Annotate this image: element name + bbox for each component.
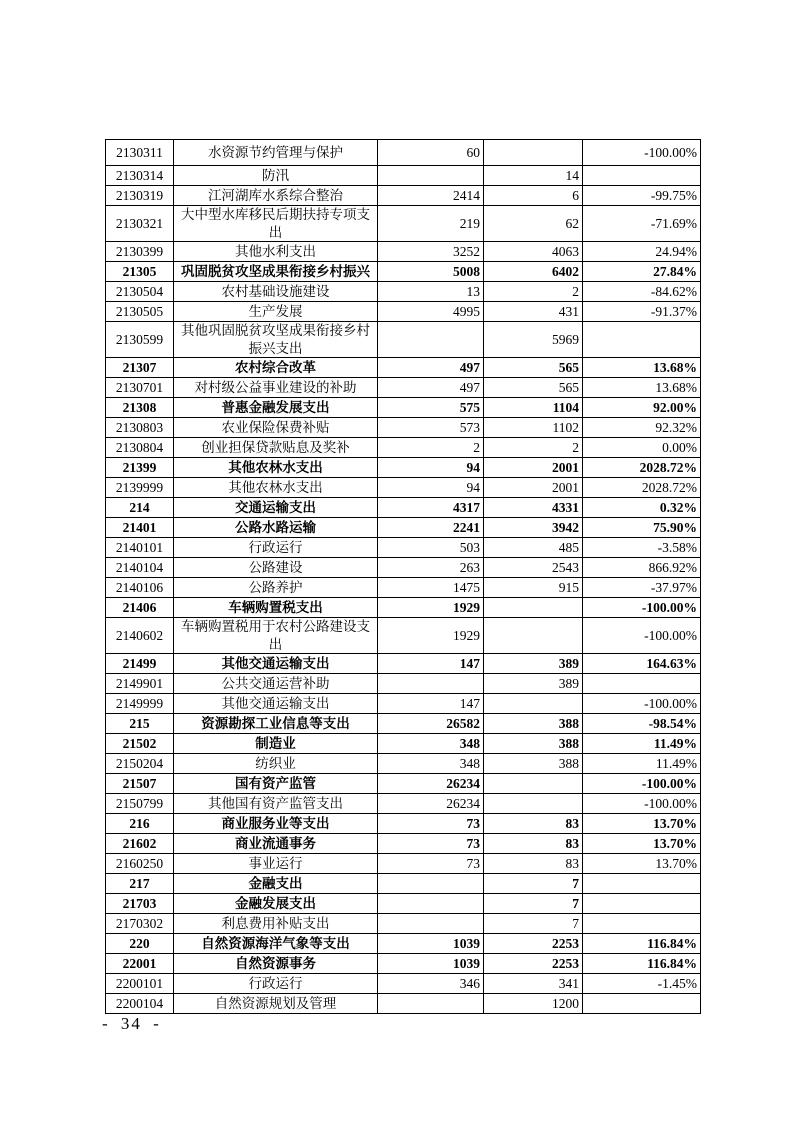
cell-name: 巩固脱贫攻坚成果衔接乡村振兴	[174, 262, 378, 282]
cell-curr-amount: 3942	[484, 518, 583, 538]
cell-name: 公路养护	[174, 578, 378, 598]
table-row	[106, 934, 701, 954]
cell-code: 21406	[106, 598, 174, 618]
cell-name: 防汛	[174, 166, 378, 186]
cell-name: 农业保险保费补贴	[174, 418, 378, 438]
table-row	[106, 398, 701, 418]
cell-name: 江河湖库水系综合整治	[174, 186, 378, 206]
cell-curr-amount: 2001	[484, 458, 583, 478]
cell-code: 2130399	[106, 242, 174, 262]
cell-change-pct	[583, 322, 701, 358]
cell-name: 金融发展支出	[174, 894, 378, 914]
cell-code: 21507	[106, 774, 174, 794]
cell-change-pct: -71.69%	[583, 206, 701, 242]
cell-prev-amount: 219	[378, 206, 484, 242]
page-number: - 34 -	[102, 1014, 161, 1033]
table-row	[106, 694, 701, 714]
cell-change-pct: -100.00%	[583, 140, 701, 166]
cell-curr-amount: 1200	[484, 994, 583, 1014]
cell-code: 2130505	[106, 302, 174, 322]
table-row	[106, 814, 701, 834]
cell-prev-amount: 2414	[378, 186, 484, 206]
cell-code: 220	[106, 934, 174, 954]
table-row	[106, 734, 701, 754]
cell-name: 大中型水库移民后期扶持专项支出	[174, 206, 378, 242]
cell-change-pct: 2028.72%	[583, 458, 701, 478]
cell-prev-amount: 1039	[378, 954, 484, 974]
cell-prev-amount: 73	[378, 814, 484, 834]
cell-prev-amount: 4995	[378, 302, 484, 322]
table-row	[106, 206, 701, 242]
cell-curr-amount: 7	[484, 894, 583, 914]
cell-code: 2200104	[106, 994, 174, 1014]
cell-curr-amount: 915	[484, 578, 583, 598]
cell-code: 2140101	[106, 538, 174, 558]
budget-table-body	[106, 140, 701, 1014]
cell-prev-amount: 147	[378, 694, 484, 714]
cell-prev-amount: 5008	[378, 262, 484, 282]
cell-name: 公共交通运营补助	[174, 674, 378, 694]
cell-curr-amount: 83	[484, 814, 583, 834]
cell-change-pct: -3.58%	[583, 538, 701, 558]
cell-curr-amount	[484, 618, 583, 654]
cell-code: 22001	[106, 954, 174, 974]
cell-prev-amount	[378, 874, 484, 894]
cell-name: 利息费用补贴支出	[174, 914, 378, 934]
cell-change-pct: -84.62%	[583, 282, 701, 302]
cell-change-pct: -99.75%	[583, 186, 701, 206]
cell-curr-amount	[484, 794, 583, 814]
cell-change-pct: 13.68%	[583, 378, 701, 398]
cell-code: 214	[106, 498, 174, 518]
table-row	[106, 186, 701, 206]
cell-curr-amount: 1104	[484, 398, 583, 418]
cell-name: 事业运行	[174, 854, 378, 874]
cell-curr-amount: 7	[484, 874, 583, 894]
cell-change-pct: 24.94%	[583, 242, 701, 262]
cell-change-pct	[583, 874, 701, 894]
cell-curr-amount: 1102	[484, 418, 583, 438]
cell-prev-amount: 1039	[378, 934, 484, 954]
cell-change-pct: 13.70%	[583, 814, 701, 834]
cell-curr-amount: 6	[484, 186, 583, 206]
cell-change-pct	[583, 994, 701, 1014]
cell-name: 自然资源海洋气象等支出	[174, 934, 378, 954]
table-row	[106, 598, 701, 618]
cell-change-pct: 866.92%	[583, 558, 701, 578]
cell-change-pct: 11.49%	[583, 754, 701, 774]
cell-code: 21399	[106, 458, 174, 478]
table-row	[106, 974, 701, 994]
cell-change-pct: 27.84%	[583, 262, 701, 282]
cell-code: 2130504	[106, 282, 174, 302]
cell-name: 其他农林水支出	[174, 478, 378, 498]
cell-name: 车辆购置税用于农村公路建设支出	[174, 618, 378, 654]
table-row	[106, 774, 701, 794]
cell-curr-amount: 62	[484, 206, 583, 242]
cell-change-pct: 75.90%	[583, 518, 701, 538]
table-row	[106, 914, 701, 934]
cell-code: 2139999	[106, 478, 174, 498]
table-row	[106, 558, 701, 578]
cell-change-pct: 92.00%	[583, 398, 701, 418]
cell-prev-amount: 147	[378, 654, 484, 674]
table-row	[106, 498, 701, 518]
cell-name: 农村综合改革	[174, 358, 378, 378]
cell-curr-amount: 485	[484, 538, 583, 558]
table-row	[106, 674, 701, 694]
cell-name: 普惠金融发展支出	[174, 398, 378, 418]
cell-code: 2140104	[106, 558, 174, 578]
cell-name: 其他巩固脱贫攻坚成果衔接乡村振兴支出	[174, 322, 378, 358]
cell-code: 2130804	[106, 438, 174, 458]
cell-name: 车辆购置税支出	[174, 598, 378, 618]
cell-curr-amount: 2	[484, 438, 583, 458]
table-row	[106, 854, 701, 874]
cell-name: 行政运行	[174, 974, 378, 994]
cell-curr-amount: 388	[484, 714, 583, 734]
cell-prev-amount: 94	[378, 478, 484, 498]
cell-curr-amount: 4331	[484, 498, 583, 518]
cell-change-pct: -98.54%	[583, 714, 701, 734]
cell-prev-amount: 26234	[378, 774, 484, 794]
cell-prev-amount: 348	[378, 754, 484, 774]
cell-prev-amount	[378, 914, 484, 934]
cell-code: 21305	[106, 262, 174, 282]
cell-code: 21307	[106, 358, 174, 378]
table-row	[106, 242, 701, 262]
cell-code: 21499	[106, 654, 174, 674]
cell-name: 其他国有资产监管支出	[174, 794, 378, 814]
cell-change-pct: 0.00%	[583, 438, 701, 458]
table-row	[106, 834, 701, 854]
cell-change-pct: -100.00%	[583, 694, 701, 714]
cell-code: 215	[106, 714, 174, 734]
cell-prev-amount	[378, 994, 484, 1014]
cell-curr-amount	[484, 598, 583, 618]
table-row	[106, 874, 701, 894]
cell-code: 2140602	[106, 618, 174, 654]
cell-change-pct: -100.00%	[583, 598, 701, 618]
cell-curr-amount: 83	[484, 854, 583, 874]
cell-prev-amount: 1929	[378, 618, 484, 654]
cell-code: 2130321	[106, 206, 174, 242]
cell-name: 其他农林水支出	[174, 458, 378, 478]
cell-prev-amount	[378, 894, 484, 914]
cell-name: 交通运输支出	[174, 498, 378, 518]
cell-curr-amount	[484, 774, 583, 794]
cell-prev-amount	[378, 166, 484, 186]
cell-change-pct: 164.63%	[583, 654, 701, 674]
cell-change-pct: 2028.72%	[583, 478, 701, 498]
cell-code: 2150204	[106, 754, 174, 774]
cell-code: 2149901	[106, 674, 174, 694]
cell-prev-amount: 4317	[378, 498, 484, 518]
cell-curr-amount	[484, 140, 583, 166]
cell-curr-amount: 2001	[484, 478, 583, 498]
cell-prev-amount	[378, 674, 484, 694]
cell-code: 2130701	[106, 378, 174, 398]
cell-curr-amount: 389	[484, 674, 583, 694]
cell-prev-amount: 503	[378, 538, 484, 558]
cell-change-pct: -1.45%	[583, 974, 701, 994]
cell-curr-amount: 388	[484, 734, 583, 754]
cell-change-pct: 116.84%	[583, 954, 701, 974]
table-row	[106, 302, 701, 322]
cell-prev-amount: 1929	[378, 598, 484, 618]
cell-change-pct: 11.49%	[583, 734, 701, 754]
cell-name: 纺织业	[174, 754, 378, 774]
table-row	[106, 714, 701, 734]
cell-code: 2170302	[106, 914, 174, 934]
cell-name: 国有资产监管	[174, 774, 378, 794]
table-row	[106, 418, 701, 438]
cell-prev-amount: 2	[378, 438, 484, 458]
cell-curr-amount: 341	[484, 974, 583, 994]
cell-code: 2130599	[106, 322, 174, 358]
cell-code: 2140106	[106, 578, 174, 598]
table-row	[106, 378, 701, 398]
cell-code: 217	[106, 874, 174, 894]
cell-curr-amount: 4063	[484, 242, 583, 262]
cell-name: 金融支出	[174, 874, 378, 894]
cell-change-pct: 92.32%	[583, 418, 701, 438]
cell-prev-amount: 73	[378, 854, 484, 874]
cell-curr-amount: 565	[484, 358, 583, 378]
cell-change-pct: 116.84%	[583, 934, 701, 954]
cell-name: 其他交通运输支出	[174, 694, 378, 714]
cell-prev-amount: 3252	[378, 242, 484, 262]
table-row	[106, 578, 701, 598]
cell-prev-amount: 497	[378, 358, 484, 378]
cell-prev-amount: 26582	[378, 714, 484, 734]
cell-code: 2149999	[106, 694, 174, 714]
cell-prev-amount: 26234	[378, 794, 484, 814]
cell-prev-amount: 575	[378, 398, 484, 418]
cell-curr-amount: 565	[484, 378, 583, 398]
cell-change-pct	[583, 894, 701, 914]
table-row	[106, 754, 701, 774]
cell-code: 216	[106, 814, 174, 834]
cell-change-pct: 13.70%	[583, 854, 701, 874]
cell-name: 行政运行	[174, 538, 378, 558]
cell-code: 21703	[106, 894, 174, 914]
cell-code: 2130311	[106, 140, 174, 166]
cell-change-pct: 13.70%	[583, 834, 701, 854]
cell-prev-amount: 1475	[378, 578, 484, 598]
cell-prev-amount: 348	[378, 734, 484, 754]
cell-change-pct	[583, 674, 701, 694]
cell-code: 2130803	[106, 418, 174, 438]
cell-curr-amount: 14	[484, 166, 583, 186]
cell-curr-amount	[484, 694, 583, 714]
cell-change-pct: -100.00%	[583, 794, 701, 814]
cell-curr-amount: 388	[484, 754, 583, 774]
cell-code: 2160250	[106, 854, 174, 874]
cell-name: 商业流通事务	[174, 834, 378, 854]
table-row	[106, 894, 701, 914]
table-row	[106, 618, 701, 654]
cell-change-pct: -91.37%	[583, 302, 701, 322]
cell-curr-amount: 389	[484, 654, 583, 674]
cell-name: 创业担保贷款贴息及奖补	[174, 438, 378, 458]
cell-name: 商业服务业等支出	[174, 814, 378, 834]
cell-prev-amount: 94	[378, 458, 484, 478]
table-row	[106, 478, 701, 498]
cell-change-pct: -100.00%	[583, 774, 701, 794]
cell-curr-amount: 2253	[484, 954, 583, 974]
cell-code: 2150799	[106, 794, 174, 814]
cell-curr-amount: 6402	[484, 262, 583, 282]
cell-code: 21401	[106, 518, 174, 538]
cell-name: 其他交通运输支出	[174, 654, 378, 674]
cell-name: 公路建设	[174, 558, 378, 578]
cell-prev-amount: 2241	[378, 518, 484, 538]
table-row	[106, 518, 701, 538]
cell-name: 制造业	[174, 734, 378, 754]
table-row	[106, 994, 701, 1014]
table-row	[106, 654, 701, 674]
cell-change-pct	[583, 914, 701, 934]
cell-name: 资源勘探工业信息等支出	[174, 714, 378, 734]
cell-change-pct: -37.97%	[583, 578, 701, 598]
cell-name: 其他水利支出	[174, 242, 378, 262]
cell-change-pct: 13.68%	[583, 358, 701, 378]
cell-code: 21308	[106, 398, 174, 418]
table-row	[106, 282, 701, 302]
cell-change-pct: 0.32%	[583, 498, 701, 518]
cell-prev-amount: 73	[378, 834, 484, 854]
cell-name: 公路水路运输	[174, 518, 378, 538]
table-row	[106, 358, 701, 378]
cell-code: 2130319	[106, 186, 174, 206]
cell-code: 21602	[106, 834, 174, 854]
cell-curr-amount: 5969	[484, 322, 583, 358]
cell-change-pct: -100.00%	[583, 618, 701, 654]
cell-name: 水资源节约管理与保护	[174, 140, 378, 166]
cell-curr-amount: 7	[484, 914, 583, 934]
cell-curr-amount: 2253	[484, 934, 583, 954]
cell-name: 对村级公益事业建设的补助	[174, 378, 378, 398]
cell-prev-amount	[378, 322, 484, 358]
table-row	[106, 438, 701, 458]
table-row	[106, 166, 701, 186]
cell-name: 自然资源事务	[174, 954, 378, 974]
budget-table	[105, 139, 701, 1014]
cell-name: 自然资源规划及管理	[174, 994, 378, 1014]
cell-name: 农村基础设施建设	[174, 282, 378, 302]
cell-prev-amount: 346	[378, 974, 484, 994]
table-row	[106, 140, 701, 166]
cell-curr-amount: 2543	[484, 558, 583, 578]
cell-prev-amount: 573	[378, 418, 484, 438]
table-row	[106, 954, 701, 974]
cell-code: 2130314	[106, 166, 174, 186]
table-row	[106, 458, 701, 478]
cell-curr-amount: 2	[484, 282, 583, 302]
cell-change-pct	[583, 166, 701, 186]
cell-code: 2200101	[106, 974, 174, 994]
table-row	[106, 794, 701, 814]
cell-curr-amount: 83	[484, 834, 583, 854]
cell-prev-amount: 60	[378, 140, 484, 166]
table-row	[106, 538, 701, 558]
cell-prev-amount: 263	[378, 558, 484, 578]
table-row	[106, 262, 701, 282]
cell-prev-amount: 13	[378, 282, 484, 302]
cell-curr-amount: 431	[484, 302, 583, 322]
table-row	[106, 322, 701, 358]
cell-code: 21502	[106, 734, 174, 754]
cell-prev-amount: 497	[378, 378, 484, 398]
cell-name: 生产发展	[174, 302, 378, 322]
